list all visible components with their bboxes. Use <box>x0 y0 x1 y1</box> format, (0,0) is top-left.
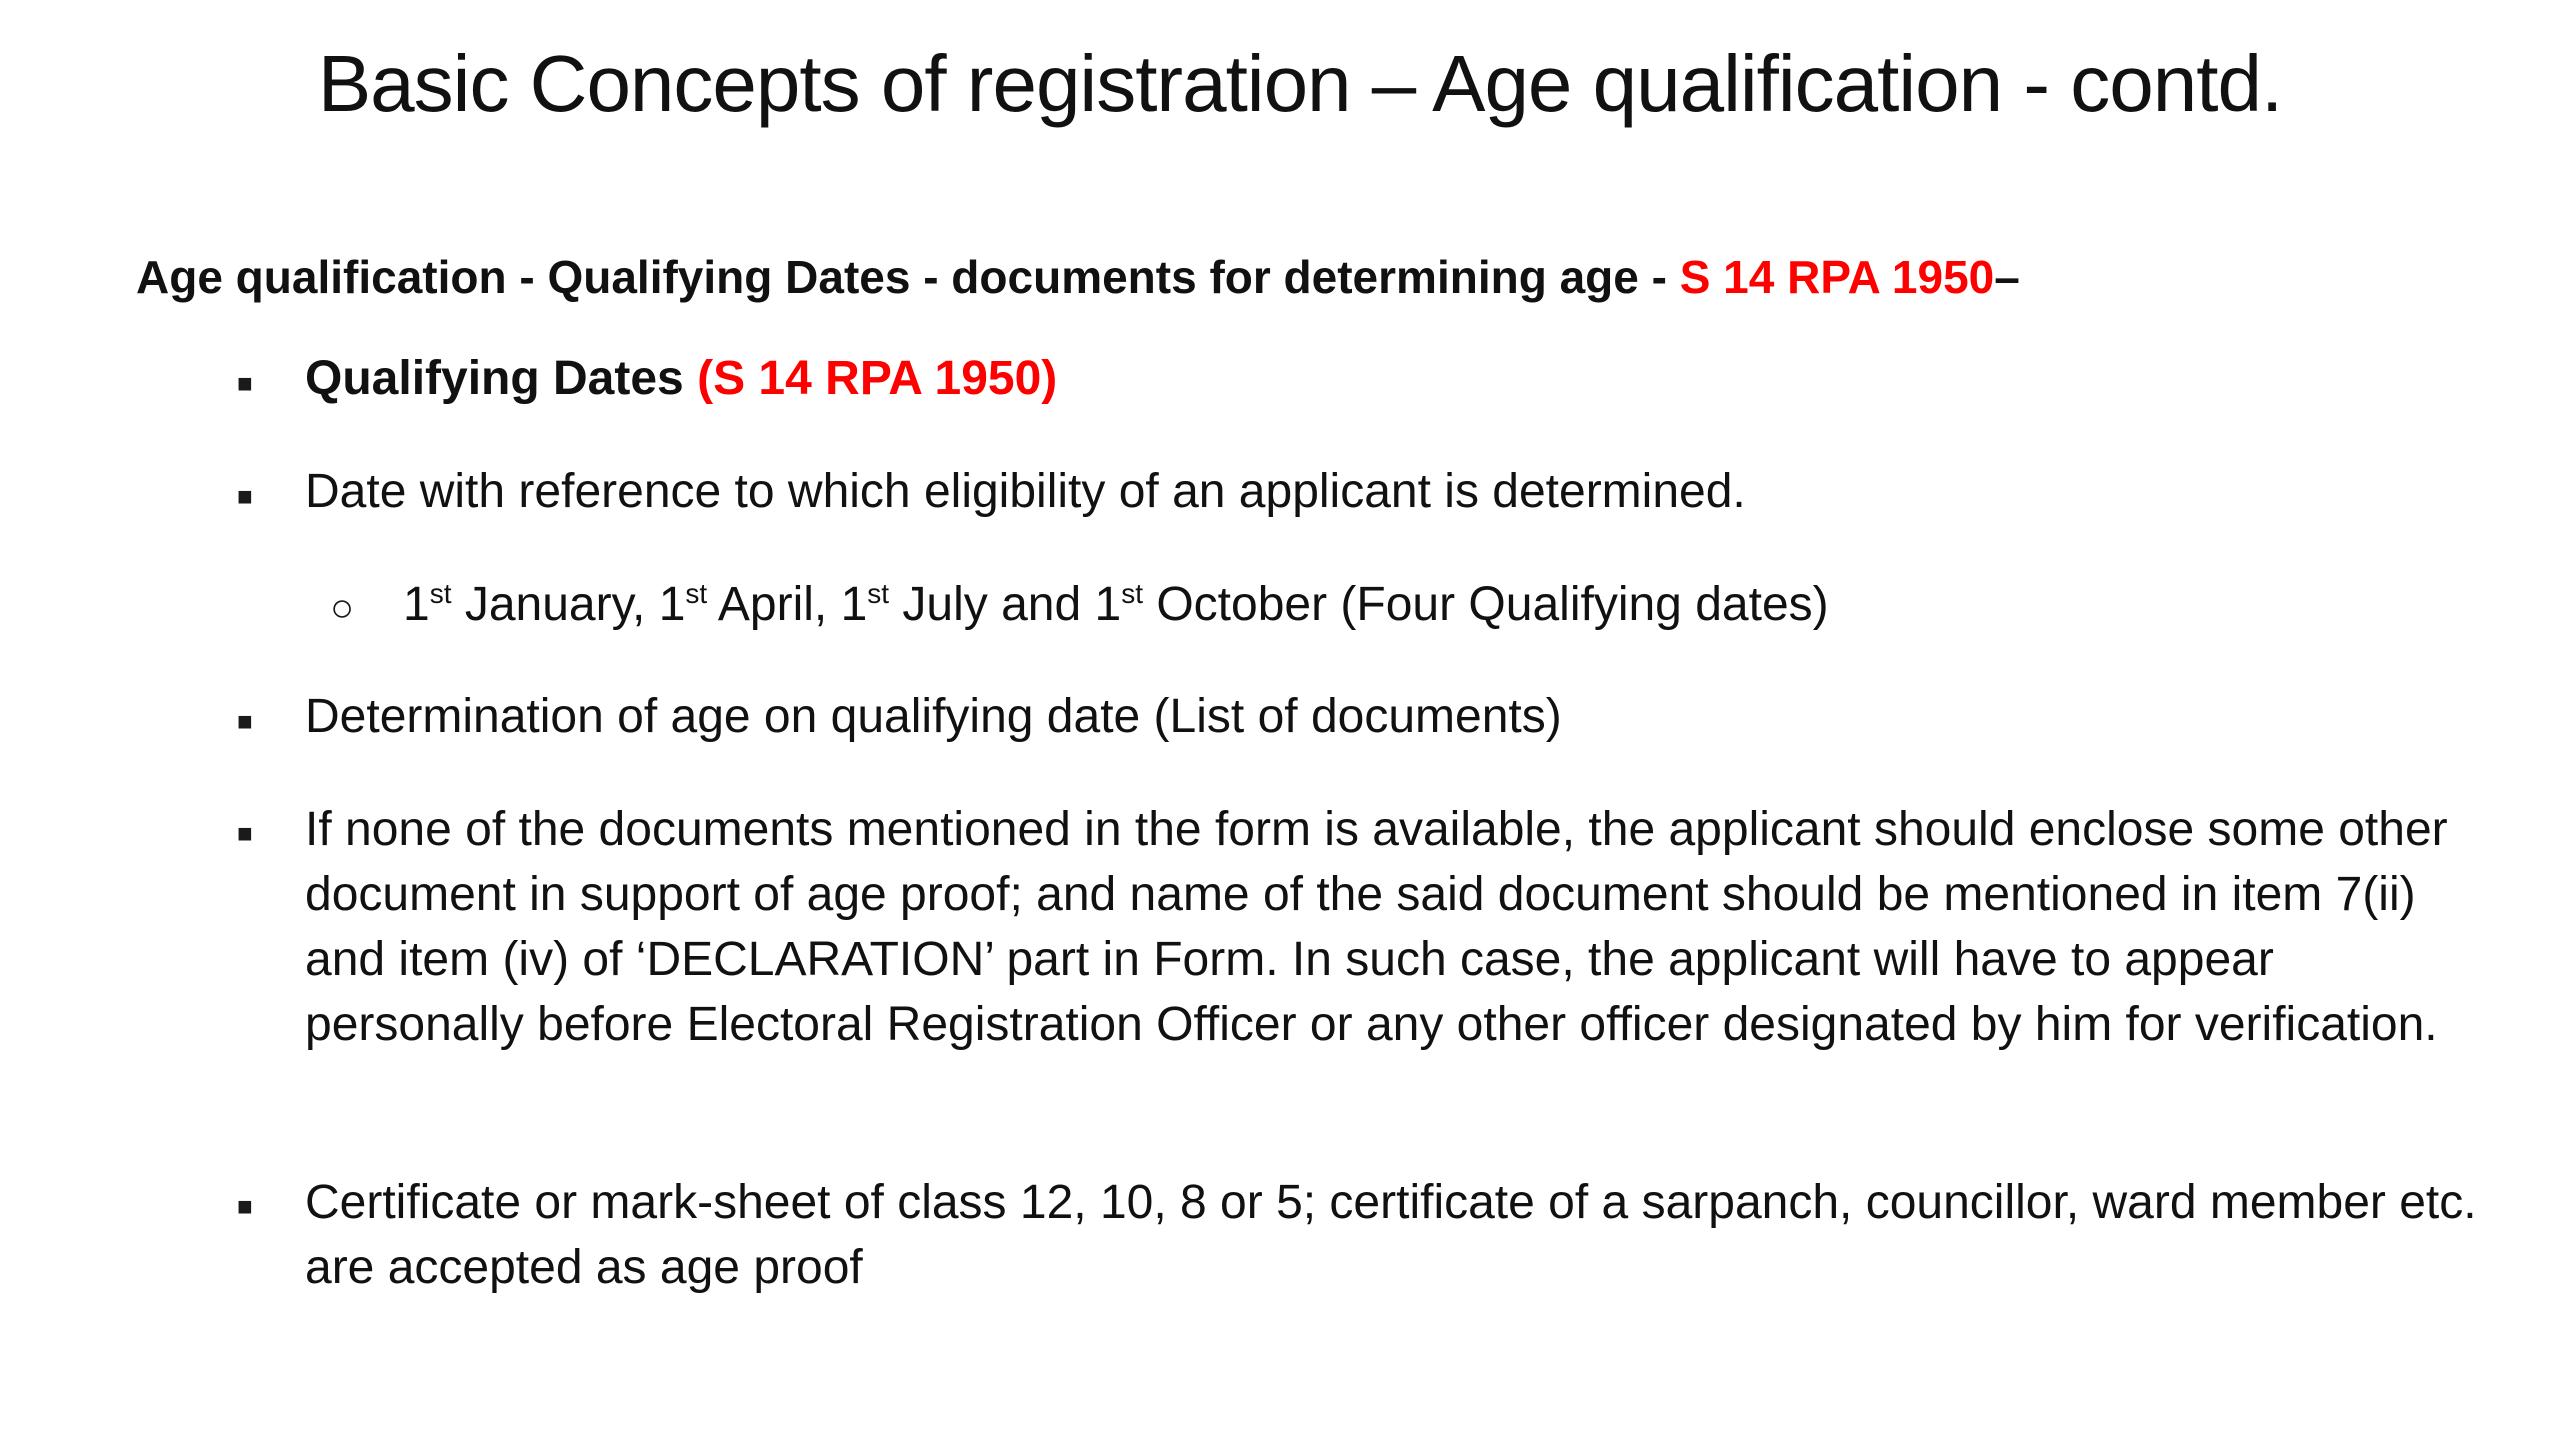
date-3-suffix: st <box>867 578 890 609</box>
date-2-suffix: st <box>685 578 708 609</box>
list-item-eligibility-date: Date with reference to which eligibility of an applicant is determined. <box>305 465 1746 518</box>
square-bullet-icon: ■ <box>237 368 253 398</box>
date-2-text: April, <box>707 578 841 631</box>
list-item-reference: (S 14 RPA 1950) <box>697 352 1058 405</box>
date-1-suffix: st <box>429 578 452 609</box>
square-bullet-icon: ■ <box>237 1191 253 1221</box>
date-2-number: 1 <box>658 578 686 631</box>
list-item-text: Qualifying Dates <box>305 352 698 405</box>
square-bullet-icon: ■ <box>237 481 253 511</box>
list-item-age-determination: Determination of age on qualifying date (List of documents) <box>305 690 1562 743</box>
slide-title: Basic Concepts of registration – Age qualification - contd. <box>317 39 2283 128</box>
sub-list-item-four-dates <box>403 572 1829 637</box>
date-4-text: October (Four Qualifying dates) <box>1143 578 1829 631</box>
date-1-text: January, <box>451 578 659 631</box>
list-item-accepted-proofs: Certificate or mark-sheet of class 12, 10, 8 or 5; certificate of a sarpanch, councillor, ward member etc. are accepted as age proof <box>305 1176 2477 1294</box>
square-bullet-icon: ■ <box>237 706 253 736</box>
date-3-number: 1 <box>840 578 868 631</box>
list-item-qualifying-dates <box>305 346 2485 411</box>
date-4-number: 1 <box>1094 578 1122 631</box>
heading-trail: – <box>1994 251 2020 303</box>
hollow-circle-bullet-icon: ○ <box>330 586 355 630</box>
list-item-no-documents: If none of the documents mentioned in the form is available, the applicant should enclose some other document in support of age proof; and name of the said document should be mentioned in item 7(ii) and item (iv) of ‘DECLARATION’ part in Form. In such case, the applicant will have to appear personally before Electoral Registration Officer or any other officer designated by him for verification. <box>305 803 2448 1051</box>
date-4-suffix: st <box>1121 578 1143 609</box>
heading-reference: S 14 RPA 1950 <box>1679 251 1995 303</box>
date-3-text: July and <box>889 578 1095 631</box>
heading-text: Age qualification - Qualifying Dates - documents for determining age - <box>136 251 1680 303</box>
square-bullet-icon: ■ <box>237 818 253 848</box>
section-heading <box>136 250 2020 304</box>
date-1-number: 1 <box>403 578 430 631</box>
